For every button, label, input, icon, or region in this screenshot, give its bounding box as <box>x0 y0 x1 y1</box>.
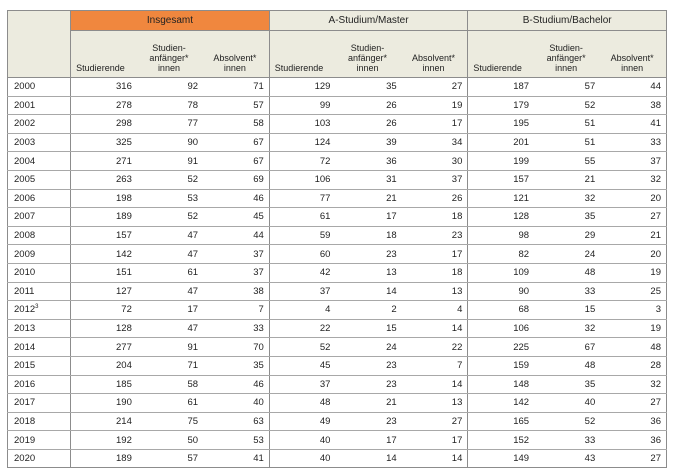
value-cell: 19 <box>600 319 666 338</box>
value-cell: 225 <box>468 338 534 357</box>
value-cell: 23 <box>402 226 468 245</box>
value-cell: 14 <box>402 375 468 394</box>
value-cell: 58 <box>203 115 269 134</box>
value-cell: 189 <box>71 449 137 468</box>
value-cell: 26 <box>335 115 401 134</box>
value-cell: 35 <box>335 78 401 97</box>
value-cell: 63 <box>203 412 269 431</box>
table-row <box>8 375 667 394</box>
table-row <box>8 338 667 357</box>
value-cell: 33 <box>600 133 666 152</box>
value-cell: 60 <box>269 245 335 264</box>
value-cell: 25 <box>600 282 666 301</box>
table-row <box>8 226 667 245</box>
year-cell: 2011 <box>8 282 71 301</box>
col-header-anfaenger: Studien- anfänger* innen <box>335 31 401 78</box>
table-row <box>8 96 667 115</box>
value-cell: 157 <box>468 170 534 189</box>
group-header-master: A-Studium/Master <box>269 11 468 31</box>
value-cell: 40 <box>203 394 269 413</box>
value-cell: 19 <box>600 263 666 282</box>
value-cell: 36 <box>600 412 666 431</box>
value-cell: 277 <box>71 338 137 357</box>
value-cell: 37 <box>402 170 468 189</box>
sub-header-row <box>8 31 667 78</box>
value-cell: 22 <box>269 319 335 338</box>
value-cell: 99 <box>269 96 335 115</box>
value-cell: 53 <box>203 431 269 450</box>
value-cell: 52 <box>534 412 600 431</box>
value-cell: 27 <box>600 449 666 468</box>
value-cell: 45 <box>203 208 269 227</box>
value-cell: 59 <box>269 226 335 245</box>
value-cell: 198 <box>71 189 137 208</box>
value-cell: 35 <box>534 375 600 394</box>
value-cell: 17 <box>335 208 401 227</box>
value-cell: 21 <box>335 394 401 413</box>
year-cell: 2000 <box>8 78 71 97</box>
value-cell: 24 <box>534 245 600 264</box>
value-cell: 179 <box>468 96 534 115</box>
value-cell: 37 <box>203 263 269 282</box>
table-row <box>8 319 667 338</box>
value-cell: 271 <box>71 152 137 171</box>
value-cell: 129 <box>269 78 335 97</box>
value-cell: 3 <box>600 301 666 320</box>
value-cell: 33 <box>534 431 600 450</box>
col-header-absolvent: Absolvent* innen <box>402 31 468 78</box>
value-cell: 23 <box>335 375 401 394</box>
value-cell: 195 <box>468 115 534 134</box>
value-cell: 51 <box>534 133 600 152</box>
year-cell: 2016 <box>8 375 71 394</box>
value-cell: 14 <box>402 449 468 468</box>
value-cell: 18 <box>402 208 468 227</box>
value-cell: 214 <box>71 412 137 431</box>
year-cell: 2019 <box>8 431 71 450</box>
value-cell: 55 <box>534 152 600 171</box>
value-cell: 46 <box>203 375 269 394</box>
value-cell: 20 <box>600 189 666 208</box>
value-cell: 39 <box>335 133 401 152</box>
value-cell: 61 <box>137 263 203 282</box>
value-cell: 38 <box>203 282 269 301</box>
value-cell: 23 <box>335 356 401 375</box>
value-cell: 27 <box>402 412 468 431</box>
value-cell: 58 <box>137 375 203 394</box>
value-cell: 142 <box>71 245 137 264</box>
value-cell: 298 <box>71 115 137 134</box>
value-cell: 48 <box>534 356 600 375</box>
value-cell: 47 <box>137 226 203 245</box>
year-cell: 2005 <box>8 170 71 189</box>
value-cell: 109 <box>468 263 534 282</box>
table-row <box>8 263 667 282</box>
value-cell: 26 <box>335 96 401 115</box>
value-cell: 92 <box>137 78 203 97</box>
year-cell: 2009 <box>8 245 71 264</box>
table-row <box>8 78 667 97</box>
value-cell: 31 <box>335 170 401 189</box>
value-cell: 37 <box>269 282 335 301</box>
value-cell: 57 <box>137 449 203 468</box>
value-cell: 149 <box>468 449 534 468</box>
table-row <box>8 133 667 152</box>
value-cell: 71 <box>137 356 203 375</box>
year-cell: 2014 <box>8 338 71 357</box>
value-cell: 77 <box>269 189 335 208</box>
table-row <box>8 152 667 171</box>
value-cell: 53 <box>137 189 203 208</box>
value-cell: 2 <box>335 301 401 320</box>
value-cell: 159 <box>468 356 534 375</box>
value-cell: 204 <box>71 356 137 375</box>
value-cell: 46 <box>203 189 269 208</box>
value-cell: 41 <box>600 115 666 134</box>
value-cell: 72 <box>71 301 137 320</box>
value-cell: 70 <box>203 338 269 357</box>
value-cell: 68 <box>468 301 534 320</box>
value-cell: 263 <box>71 170 137 189</box>
group-header-row <box>8 11 667 31</box>
value-cell: 128 <box>468 208 534 227</box>
value-cell: 36 <box>335 152 401 171</box>
value-cell: 61 <box>269 208 335 227</box>
value-cell: 192 <box>71 431 137 450</box>
value-cell: 32 <box>600 375 666 394</box>
value-cell: 98 <box>468 226 534 245</box>
table-row <box>8 412 667 431</box>
value-cell: 185 <box>71 375 137 394</box>
value-cell: 103 <box>269 115 335 134</box>
value-cell: 19 <box>402 96 468 115</box>
value-cell: 32 <box>600 170 666 189</box>
value-cell: 152 <box>468 431 534 450</box>
value-cell: 33 <box>203 319 269 338</box>
value-cell: 21 <box>534 170 600 189</box>
group-header-bachelor: B-Studium/Bachelor <box>468 11 667 31</box>
value-cell: 17 <box>402 431 468 450</box>
value-cell: 17 <box>335 431 401 450</box>
value-cell: 325 <box>71 133 137 152</box>
value-cell: 190 <box>71 394 137 413</box>
value-cell: 61 <box>137 394 203 413</box>
value-cell: 67 <box>534 338 600 357</box>
value-cell: 47 <box>137 282 203 301</box>
year-cell: 2010 <box>8 263 71 282</box>
value-cell: 13 <box>402 282 468 301</box>
value-cell: 67 <box>203 152 269 171</box>
value-cell: 37 <box>269 375 335 394</box>
value-cell: 44 <box>600 78 666 97</box>
value-cell: 52 <box>137 170 203 189</box>
value-cell: 4 <box>269 301 335 320</box>
table-row <box>8 301 667 320</box>
col-header-absolvent: Absolvent* innen <box>600 31 666 78</box>
value-cell: 189 <box>71 208 137 227</box>
value-cell: 187 <box>468 78 534 97</box>
value-cell: 82 <box>468 245 534 264</box>
value-cell: 72 <box>269 152 335 171</box>
value-cell: 43 <box>534 449 600 468</box>
col-header-anfaenger: Studien- anfänger* innen <box>137 31 203 78</box>
footnote-marker: 3 <box>35 304 39 311</box>
table-row <box>8 170 667 189</box>
value-cell: 199 <box>468 152 534 171</box>
value-cell: 50 <box>137 431 203 450</box>
value-cell: 71 <box>203 78 269 97</box>
value-cell: 27 <box>600 394 666 413</box>
year-cell: 2007 <box>8 208 71 227</box>
value-cell: 77 <box>137 115 203 134</box>
year-cell: 2002 <box>8 115 71 134</box>
value-cell: 24 <box>335 338 401 357</box>
year-cell: 2003 <box>8 133 71 152</box>
value-cell: 23 <box>335 245 401 264</box>
value-cell: 57 <box>203 96 269 115</box>
value-cell: 41 <box>203 449 269 468</box>
value-cell: 7 <box>402 356 468 375</box>
year-cell: 2018 <box>8 412 71 431</box>
value-cell: 40 <box>269 449 335 468</box>
value-cell: 17 <box>402 115 468 134</box>
value-cell: 22 <box>402 338 468 357</box>
year-cell: 2017 <box>8 394 71 413</box>
year-cell: 2004 <box>8 152 71 171</box>
value-cell: 278 <box>71 96 137 115</box>
value-cell: 75 <box>137 412 203 431</box>
value-cell: 44 <box>203 226 269 245</box>
value-cell: 32 <box>534 189 600 208</box>
value-cell: 48 <box>600 338 666 357</box>
year-cell: 2013 <box>8 319 71 338</box>
table-row <box>8 431 667 450</box>
value-cell: 20 <box>600 245 666 264</box>
value-cell: 15 <box>534 301 600 320</box>
value-cell: 90 <box>137 133 203 152</box>
value-cell: 26 <box>402 189 468 208</box>
value-cell: 106 <box>468 319 534 338</box>
value-cell: 121 <box>468 189 534 208</box>
value-cell: 33 <box>534 282 600 301</box>
value-cell: 51 <box>534 115 600 134</box>
value-cell: 124 <box>269 133 335 152</box>
value-cell: 316 <box>71 78 137 97</box>
value-cell: 32 <box>534 319 600 338</box>
value-cell: 18 <box>402 263 468 282</box>
value-cell: 23 <box>335 412 401 431</box>
value-cell: 127 <box>71 282 137 301</box>
table-row <box>8 356 667 375</box>
col-header-anfaenger: Studien- anfänger* innen <box>534 31 600 78</box>
year-cell: 2020 <box>8 449 71 468</box>
value-cell: 18 <box>335 226 401 245</box>
value-cell: 90 <box>468 282 534 301</box>
value-cell: 29 <box>534 226 600 245</box>
value-cell: 14 <box>335 282 401 301</box>
value-cell: 37 <box>203 245 269 264</box>
value-cell: 7 <box>203 301 269 320</box>
value-cell: 91 <box>137 152 203 171</box>
value-cell: 52 <box>534 96 600 115</box>
table-body <box>8 78 667 468</box>
value-cell: 27 <box>600 208 666 227</box>
value-cell: 28 <box>600 356 666 375</box>
table-row <box>8 189 667 208</box>
value-cell: 165 <box>468 412 534 431</box>
table-row <box>8 208 667 227</box>
table-row <box>8 449 667 468</box>
col-header-studierende: Studierende <box>71 31 137 78</box>
table-row <box>8 394 667 413</box>
value-cell: 78 <box>137 96 203 115</box>
value-cell: 35 <box>203 356 269 375</box>
col-header-absolvent: Absolvent* innen <box>203 31 269 78</box>
value-cell: 40 <box>269 431 335 450</box>
value-cell: 69 <box>203 170 269 189</box>
value-cell: 106 <box>269 170 335 189</box>
year-cell: 2001 <box>8 96 71 115</box>
statistics-table <box>7 10 667 468</box>
value-cell: 47 <box>137 245 203 264</box>
value-cell: 142 <box>468 394 534 413</box>
value-cell: 45 <box>269 356 335 375</box>
year-cell: 2012$^3$ <box>8 301 71 320</box>
table-row <box>8 115 667 134</box>
year-cell: 2006 <box>8 189 71 208</box>
value-cell: 49 <box>269 412 335 431</box>
year-cell: 2015 <box>8 356 71 375</box>
value-cell: 47 <box>137 319 203 338</box>
value-cell: 34 <box>402 133 468 152</box>
value-cell: 151 <box>71 263 137 282</box>
value-cell: 21 <box>600 226 666 245</box>
corner-cell <box>8 11 71 78</box>
value-cell: 48 <box>269 394 335 413</box>
value-cell: 36 <box>600 431 666 450</box>
value-cell: 4 <box>402 301 468 320</box>
col-header-studierende: Studierende <box>468 31 534 78</box>
table-row <box>8 245 667 264</box>
value-cell: 27 <box>402 78 468 97</box>
value-cell: 13 <box>402 394 468 413</box>
value-cell: 35 <box>534 208 600 227</box>
value-cell: 148 <box>468 375 534 394</box>
value-cell: 30 <box>402 152 468 171</box>
value-cell: 14 <box>402 319 468 338</box>
value-cell: 40 <box>534 394 600 413</box>
value-cell: 15 <box>335 319 401 338</box>
value-cell: 17 <box>137 301 203 320</box>
value-cell: 13 <box>335 263 401 282</box>
value-cell: 128 <box>71 319 137 338</box>
year-cell: 2008 <box>8 226 71 245</box>
value-cell: 37 <box>600 152 666 171</box>
col-header-studierende: Studierende <box>269 31 335 78</box>
value-cell: 48 <box>534 263 600 282</box>
value-cell: 17 <box>402 245 468 264</box>
value-cell: 42 <box>269 263 335 282</box>
table-row <box>8 282 667 301</box>
value-cell: 201 <box>468 133 534 152</box>
value-cell: 52 <box>137 208 203 227</box>
value-cell: 38 <box>600 96 666 115</box>
value-cell: 52 <box>269 338 335 357</box>
value-cell: 157 <box>71 226 137 245</box>
value-cell: 91 <box>137 338 203 357</box>
group-header-insgesamt: Insgesamt <box>71 11 270 31</box>
value-cell: 57 <box>534 78 600 97</box>
value-cell: 14 <box>335 449 401 468</box>
value-cell: 67 <box>203 133 269 152</box>
value-cell: 21 <box>335 189 401 208</box>
